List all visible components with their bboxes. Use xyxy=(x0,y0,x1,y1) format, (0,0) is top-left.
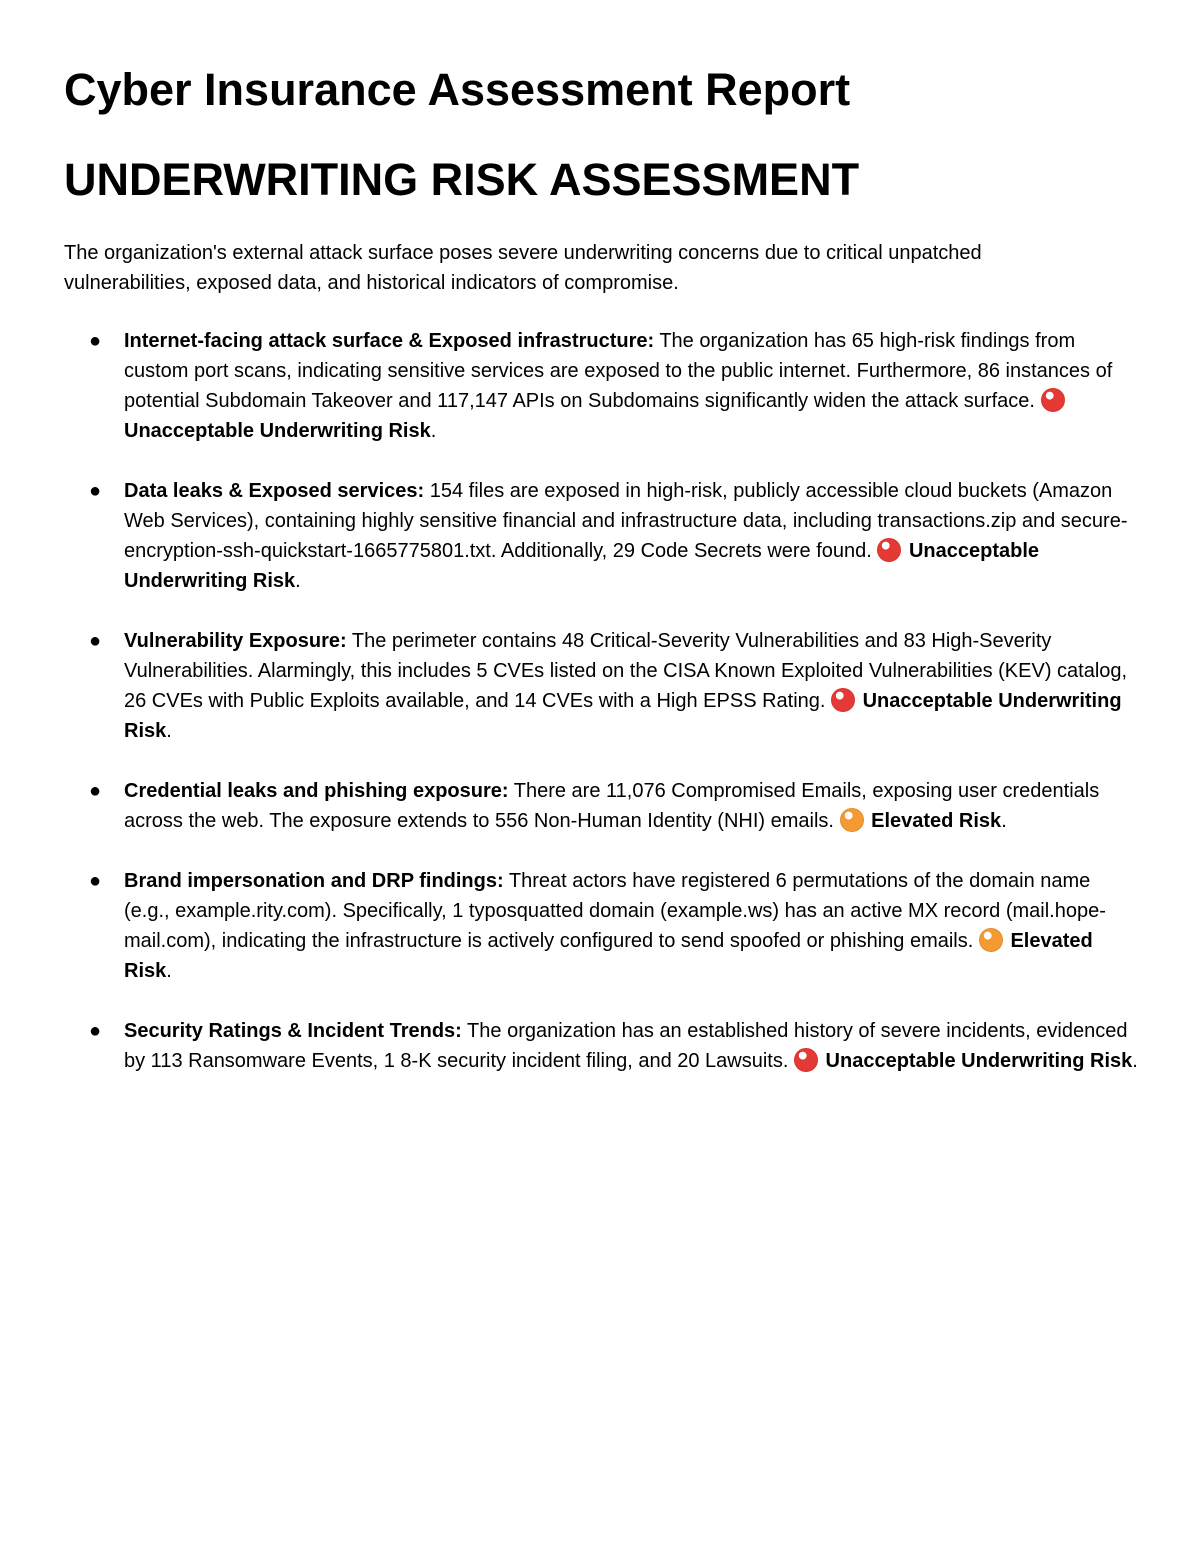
risk-label: Unacceptable Underwriting Risk xyxy=(124,420,431,442)
bullet-icon: ● xyxy=(88,1020,102,1042)
sentence-end: . xyxy=(166,960,172,982)
finding-title: Credential leaks and phishing exposure: xyxy=(124,780,509,802)
finding-title: Data leaks & Exposed services: xyxy=(124,480,425,502)
section-heading: UNDERWRITING RISK ASSESSMENT xyxy=(64,154,860,205)
finding-credential-leaks xyxy=(64,776,1140,836)
sentence-end: . xyxy=(1001,810,1007,832)
report-title: Cyber Insurance Assessment Report xyxy=(64,64,851,115)
risk-label: Elevated Risk xyxy=(124,930,1093,982)
finding-text: The organization has an established history of severe incidents, evidenced by 113 Ransomware Events, 1 8-K security incident filing, and 20 Lawsuits. xyxy=(124,1020,1128,1072)
finding-title: Vulnerability Exposure: xyxy=(124,630,347,652)
sentence-end: . xyxy=(430,420,437,442)
bullet-icon: ● xyxy=(88,870,102,892)
risk-label: Elevated Risk xyxy=(871,810,1002,832)
finding-vulnerability-exposure xyxy=(64,626,1140,746)
findings-list xyxy=(64,326,1140,1076)
finding-title: Internet-facing attack surface & Exposed infrastructure: xyxy=(124,330,655,352)
red-circle-icon xyxy=(794,1048,818,1072)
finding-text: 154 files are exposed in high-risk, publicly accessible cloud buckets (Amazon Web Services), containing highly sensitive financial and infrastructure data, including transactions.zip and secure-encryption-ssh-quickstart-1665775801.txt. Additionally, 29 Code Secrets were found. xyxy=(124,480,1128,562)
finding-data-leaks xyxy=(64,476,1140,596)
bullet-icon: ● xyxy=(88,630,102,652)
finding-security-ratings xyxy=(64,1016,1140,1076)
finding-title: Security Ratings & Incident Trends: xyxy=(124,1020,462,1042)
finding-text: There are 11,076 Compromised Emails, exposing user credentials across the web. The exposure extends to 556 Non-Human Identity (NHI) emails. xyxy=(124,780,1100,832)
sentence-end: . xyxy=(1132,1050,1138,1072)
sentence-end: . xyxy=(166,720,172,742)
sentence-end: . xyxy=(295,570,301,592)
finding-title: Brand impersonation and DRP findings: xyxy=(124,870,504,892)
finding-brand-impersonation xyxy=(64,866,1140,986)
bullet-icon: ● xyxy=(88,480,102,502)
orange-circle-icon xyxy=(840,808,864,832)
finding-text: The perimeter contains 48 Critical-Severity Vulnerabilities and 83 High-Severity Vulnerabilities. Alarmingly, this includes 5 CVEs listed on the CISA Known Exploited Vulnerabilities (KEV) catalog, 26 CVEs with Public Exploits available, and 14 CVEs with a High EPSS Rating. xyxy=(124,630,1128,712)
report-page xyxy=(64,56,1140,1106)
risk-label: Unacceptable Underwriting Risk xyxy=(124,540,1040,592)
finding-attack-surface xyxy=(64,326,1140,446)
red-circle-icon xyxy=(1041,388,1065,412)
intro-paragraph: The organization's external attack surface poses severe underwriting concerns due to critical unpatched vulnerabilities, exposed data, and historical indicators of compromise. xyxy=(64,242,982,294)
risk-label: Unacceptable Underwriting Risk xyxy=(825,1050,1133,1072)
bullet-icon: ● xyxy=(88,330,102,352)
red-circle-icon xyxy=(831,688,855,712)
red-circle-icon xyxy=(877,538,901,562)
bullet-icon: ● xyxy=(88,780,102,802)
finding-text: The organization has 65 high-risk findings from custom port scans, indicating sensitive services are exposed to the public internet. Furthermore, 86 instances of potential Subdomain Takeover and 117,147 APIs on Subdomains significantly widen the attack surface. xyxy=(124,330,1113,412)
finding-text: Threat actors have registered 6 permutations of the domain name (e.g., example.rity.com). Specifically, 1 typosquatted domain (example.ws) has an active MX record (mail.hope-mail.com), indicating the infrastructure is actively configured to send spoofed or phishing emails. xyxy=(124,870,1106,952)
orange-circle-icon xyxy=(979,928,1003,952)
risk-label: Unacceptable Underwriting Risk xyxy=(124,690,1122,742)
